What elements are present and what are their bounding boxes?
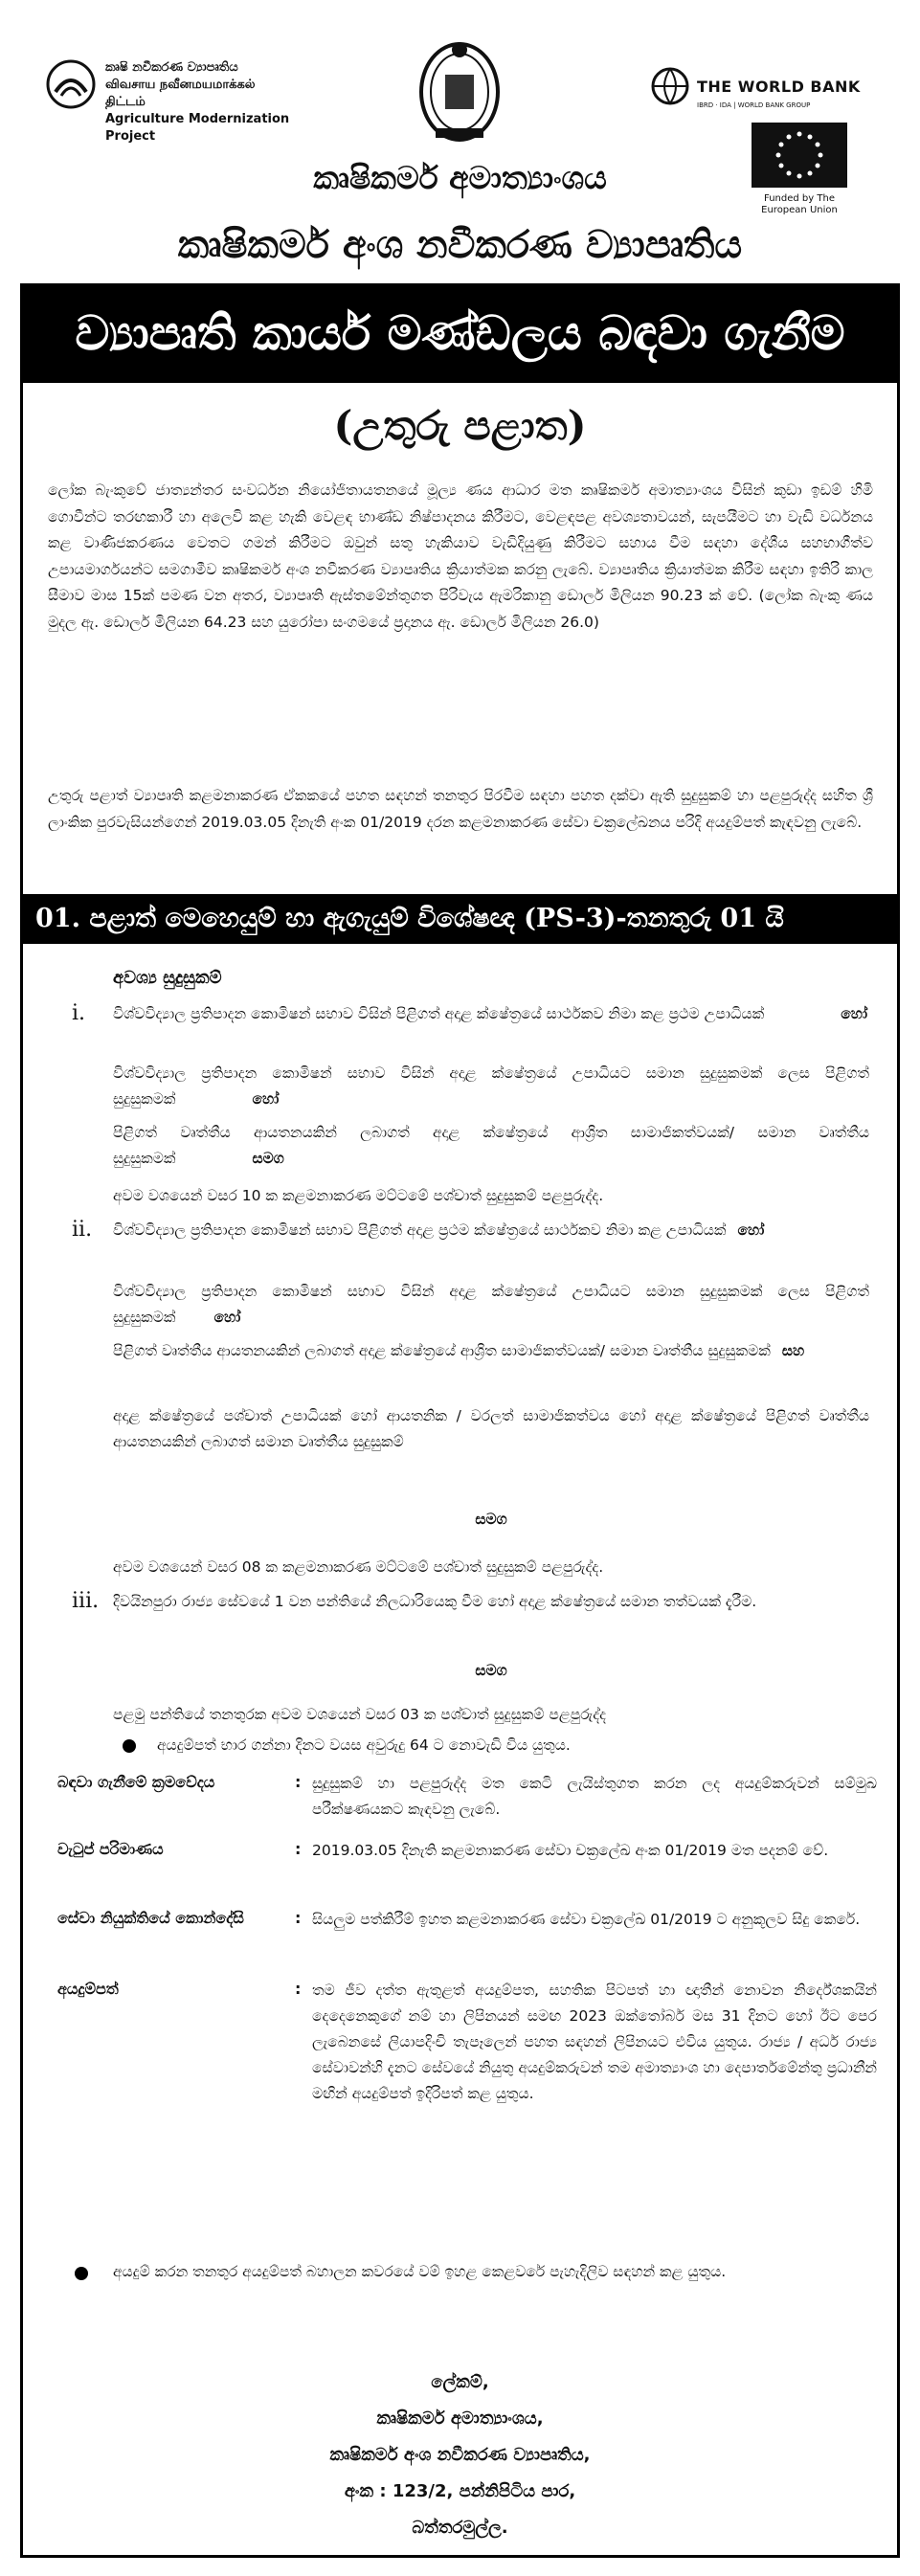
salary-scale-value: 2019.03.05 දිනැති කළමනාකරණ සේවා චක්‍රලේඛ අංක 01/2019 මත පදනම් වේ. (312, 1842, 829, 1859)
qual-i-b-conn: හෝ (252, 1090, 280, 1108)
bullet-icon (75, 2267, 88, 2280)
qual-ii-c-conn: සහ (781, 1342, 805, 1359)
qualifications-heading: අවශ්‍ය සුදුසුකම් (113, 968, 222, 988)
qual-ii-c (113, 1338, 869, 1364)
eu-caption: Funded by The European Union (761, 193, 838, 215)
qual-i-c-text: පිළිගත් වෘත්තීය ආයතනයකින් ලබාගත් අදාළ ක්ෂේත්‍රයේ ආශ්‍රිත සාමාජිකත්වයක්/ සමාන වෘත්තීය සුදුසුකමක් (113, 1124, 869, 1167)
recruitment-method-value: සුදුසුකම් හා පළපුරුද්ද මත කෙටි ලැයිස්තුගත කරන ලද අයදුම්කරුවන් සම්මුඛ පරීක්ෂණයකට කැඳවනු ලැබේ. (312, 1775, 877, 1818)
qual-ii-a (113, 1218, 869, 1243)
province-subtitle: (උතුරු පළාත) (333, 402, 587, 449)
content-frame (20, 381, 900, 2558)
qual-i-b (113, 1061, 869, 1112)
amp-logo-line-1: කෘෂි නවීකරණ ව්‍යාපෘතිය (105, 60, 238, 75)
colon: : (295, 1773, 302, 1791)
state-emblem-icon (416, 36, 503, 144)
conditions-value: සියලුම පත්කිරීම් ඉහත කළමනාකරණ සේවා චක්‍රලේඛ 01/2019 ට අනුකූලව සිදු කෙරේ. (312, 1911, 861, 1928)
footer-note (113, 2259, 879, 2285)
amp-logo-icon (46, 59, 96, 109)
signature-line: අංක : 123/2, පන්නිපිටිය පාර, (344, 2481, 576, 2501)
qual-i-a (113, 1001, 869, 1027)
bullet-icon (123, 1739, 136, 1753)
qual-ii-c-text: පිළිගත් වෘත්තීය ආයතනයකින් ලබාගත් අදාළ ක්ෂේත්‍රයේ ආශ්‍රිත සාමාජිකත්වයක්/ සමාන වෘත්තීය සුදුසුකමක් (113, 1342, 771, 1359)
qual-ii-b-conn: හෝ (213, 1309, 241, 1326)
qual-i-d: අවම වශයෙන් වසර 10 ක කළමනාකරණ මට්ටමේ පශ්චාත් සුදුසුකම් පළපුරුද්ද. (113, 1187, 604, 1204)
recruitment-banner: ව්‍යාපෘති කාර්ය මණ්ඩලය බඳවා ගැනීම (20, 283, 900, 383)
qual-ii-a-conn: හෝ (737, 1221, 765, 1239)
applications-label: අයදුම්පත් (57, 1980, 119, 1998)
world-bank-name: THE WORLD BANK (697, 77, 861, 96)
qual-ii-e: අවම වශයෙන් වසර 08 ක කළමනාකරණ මට්ටමේ පශ්චාත් සුදුසුකම් පළපුරුද්ද. (113, 1558, 604, 1576)
qual-ii-label: ii. (72, 1218, 93, 1242)
world-bank-logo (651, 67, 890, 109)
world-bank-subtitle: IBRD · IDA | WORLD BANK GROUP (697, 101, 811, 109)
qual-ii-conn: සමග (475, 1511, 507, 1528)
project-title: කෘෂිකර්ම අංශ නවීකරණ ව්‍යාපෘතිය (177, 222, 743, 267)
colon: : (295, 1909, 302, 1927)
qual-i-c-conn: සමග (252, 1150, 284, 1167)
salary-scale-label: වැටුප් පරිමාණය (57, 1840, 164, 1858)
colon: : (295, 1980, 302, 1998)
signature-line: කෘෂිකර්ම අංශ නවීකරණ ව්‍යාපෘතිය, (329, 2445, 591, 2465)
signature-line: කෘෂිකර්ම අමාත්‍යාංශය, (376, 2408, 544, 2429)
conditions-label: සේවා නියුක්තියේ කොන්දේසි (57, 1909, 244, 1927)
signature-line: ලේකම්, (431, 2372, 489, 2392)
qual-ii-b (113, 1279, 869, 1331)
age-note (113, 1733, 879, 1758)
intro-paragraph-2: උතුරු පළාත් ව්‍යාපෘති කළමනාකරණ ඒකකයේ පහත සඳහන් තනතුර පිරවීම සඳහා පහත දක්වා ඇති සුදුසුකම් හා පළපුරුද්ද සහිත ශ්‍රී ලාංකික පුරවැසියන්ගෙන් 2019.03.05 දිනැති අංක 01/2019 දරන කළමනාකරණ සේවා චක්‍රලේඛනය පරිදි අයදුම්පත් කැඳවනු ලැබේ. (48, 787, 873, 831)
qual-i-a-text: විශ්වවිද්‍යාල ප්‍රතිපාදන කොමිෂන් සභාව විසින් පිළිගත් අදාළ ක්ෂේත්‍රයේ සාර්ථකව නිමා කළ ප්‍රථම උපාධියක් (113, 1005, 765, 1022)
applications-value: තම ජීව දත්ත ඇතුළත් අයදුම්පත, සහතික පිටපත් හා ඥාතීන් නොවන නිර්දේශකයින් දෙදෙනෙකුගේ නම් හා ලිපිනයන් සමඟ 2023 ඔක්තෝබර් මස 31 දිනට හෝ ඊට පෙර ලැබෙනසේ ලියාපදිංචි තැපෑලෙන් පහත සඳහන් ලිපිනයට එවිය යුතුය. රාජ්‍ය / අර්ධ රාජ්‍ය සේවාවන්හි දැනට සේවයේ නියුතු අයදුම්කරුවන් තම අමාත්‍යාංශ හා දෙපාර්තමේන්තු ප්‍රධානීන් මඟින් අයදුම්පත් ඉදිරිපත් කළ යුතුය. (312, 1982, 877, 2102)
intro-paragraph-1: ලෝක බැංකුවේ ජාත්‍යන්තර සංවර්ධන නියෝජිතායතනයේ මූල්‍ය ණය ආධාර මත කෘෂිකර්ම අමාත්‍යාංශය විසින් කුඩා ඉඩම් හිමි ගොවීන්ට තරඟකාරී හා අලෙවි කළ හැකි වෙළඳ භාණ්ඩ නිෂ්පාදනය කිරීමට, වෙළඳපළ අවශ්‍යතාවයන්, සැපයීමට හා වැඩි වර්ධනය කළ වාණිජකරණය වෙතට ගමන් කිරීමට ඔවුන් සතු හැකියාව වැඩිදියුණු කිරීමට සහාය වීම සඳහා දේශීය සහභාගීත්ව උපායමාර්ගයන්ට සමගාමීව කෘෂිකර්ම අංශ නවීකරණ ව්‍යාපෘතිය ක්‍රියාත්මක කරනු ලැබේ. ව්‍යාපෘතිය ක්‍රියාත්මක කිරීම සඳහා ඉතිරි කාල සීමාව මාස 15ක් පමණ වන අතර, ව්‍යාපෘති ඇස්තමේන්තුගත පිරිවැය ඇමරිකානු ඩොලර් මිලියන 90.23 ක් වේ. (ලෝක බැංකු ණය මුදල ඇ. ඩොලර් මිලියන 64.23 සහ යුරෝපා සංගමයේ ප්‍රදානය ඇ. ඩොලර් මිලියන 26.0) (48, 482, 873, 631)
amp-logo-line-2: விவசாய நவீனமயமாக்கல் திட்டம் (105, 78, 256, 109)
colon: : (295, 1840, 302, 1858)
qual-i-b-text: විශ්වවිද්‍යාල ප්‍රතිපාදන කොමිෂන් සභාව විසින් අදාළ ක්ෂේත්‍රයේ උපාධියට සමාන සුදුසුකමක් ලෙස පිළිගත් සුදුසුකමක් (113, 1064, 869, 1108)
amp-logo-block (46, 59, 295, 146)
qual-iii-label: iii. (72, 1589, 100, 1613)
qual-iii-b: පළමු පන්තියේ තනතුරක අවම වශයෙන් වසර 03 ක පශ්චාත් සුදුසුකම් පළපුරුද්ද (113, 1706, 606, 1723)
qual-iii-conn: සමග (475, 1662, 507, 1679)
signature-line: බත්තරමුල්ල. (412, 2518, 508, 2538)
qual-i-a-conn: හෝ (841, 1005, 868, 1022)
qual-ii-b-text: විශ්වවිද්‍යාල ප්‍රතිපාදන කොමිෂන් සභාව විසින් අදාළ ක්ෂේත්‍රයේ උපාධියට සමාන සුදුසුකමක් ලෙස පිළිගත් සුදුසුකමක් (113, 1283, 869, 1326)
qual-i-label: i. (72, 1001, 86, 1025)
qual-iii-a: දිවයිනපුරා රාජ්‍ය සේවයේ 1 වන පන්තියේ නිලධාරියෙකු වීම හෝ අදාළ ක්ෂේත්‍රයේ සමාන තත්වයක් දැරීම. (113, 1593, 757, 1610)
footer-note-text: අයදුම් කරන තනතුර අයදුම්පත් බහාලන කවරයේ වම් ඉහළ කෙළවරේ පැහැදිලිව සඳහන් කළ යුතුය. (113, 2263, 727, 2280)
position-title-bar: 01. පළාත් මෙහෙයුම් හා ඇගැයුම් විශේෂඥ (PS-3)-තනතුරු 01 යි (20, 894, 900, 944)
qual-ii-d: අදාළ ක්ෂේත්‍රයේ පශ්චාත් උපාධියක් හෝ ආයතනික / වරලත් සාමාජිකත්වය හෝ අදාළ ක්ෂේත්‍රයේ පිළිගත් වෘත්තීය ආයතනයකින් ලබාගත් සමාන වෘත්තීය සුදුසුකම් (113, 1407, 869, 1450)
signature-block (0, 2364, 920, 2546)
qual-ii-a-text: විශ්වවිද්‍යාල ප්‍රතිපාදන කොමිෂන් සභාව පිළිගත් අදාළ ප්‍රථම ක්ෂේත්‍රයේ සාර්ථකව නිමා කළ උපාධියක් (113, 1221, 727, 1239)
age-note-text: අයදුම්පත් භාර ගන්නා දිනට වයස අවුරුදු 64 ට නොවැඩි විය යුතුය. (157, 1736, 571, 1754)
world-bank-globe-icon (651, 67, 689, 105)
ministry-title: කෘෂිකර්ම අමාත්‍යාංශය (313, 159, 607, 196)
recruitment-method-label: බඳවා ගැනීමේ ක්‍රමවේදය (57, 1773, 215, 1791)
qual-i-c (113, 1120, 869, 1172)
amp-logo-line-3: Agriculture Modernization Project (105, 112, 290, 144)
